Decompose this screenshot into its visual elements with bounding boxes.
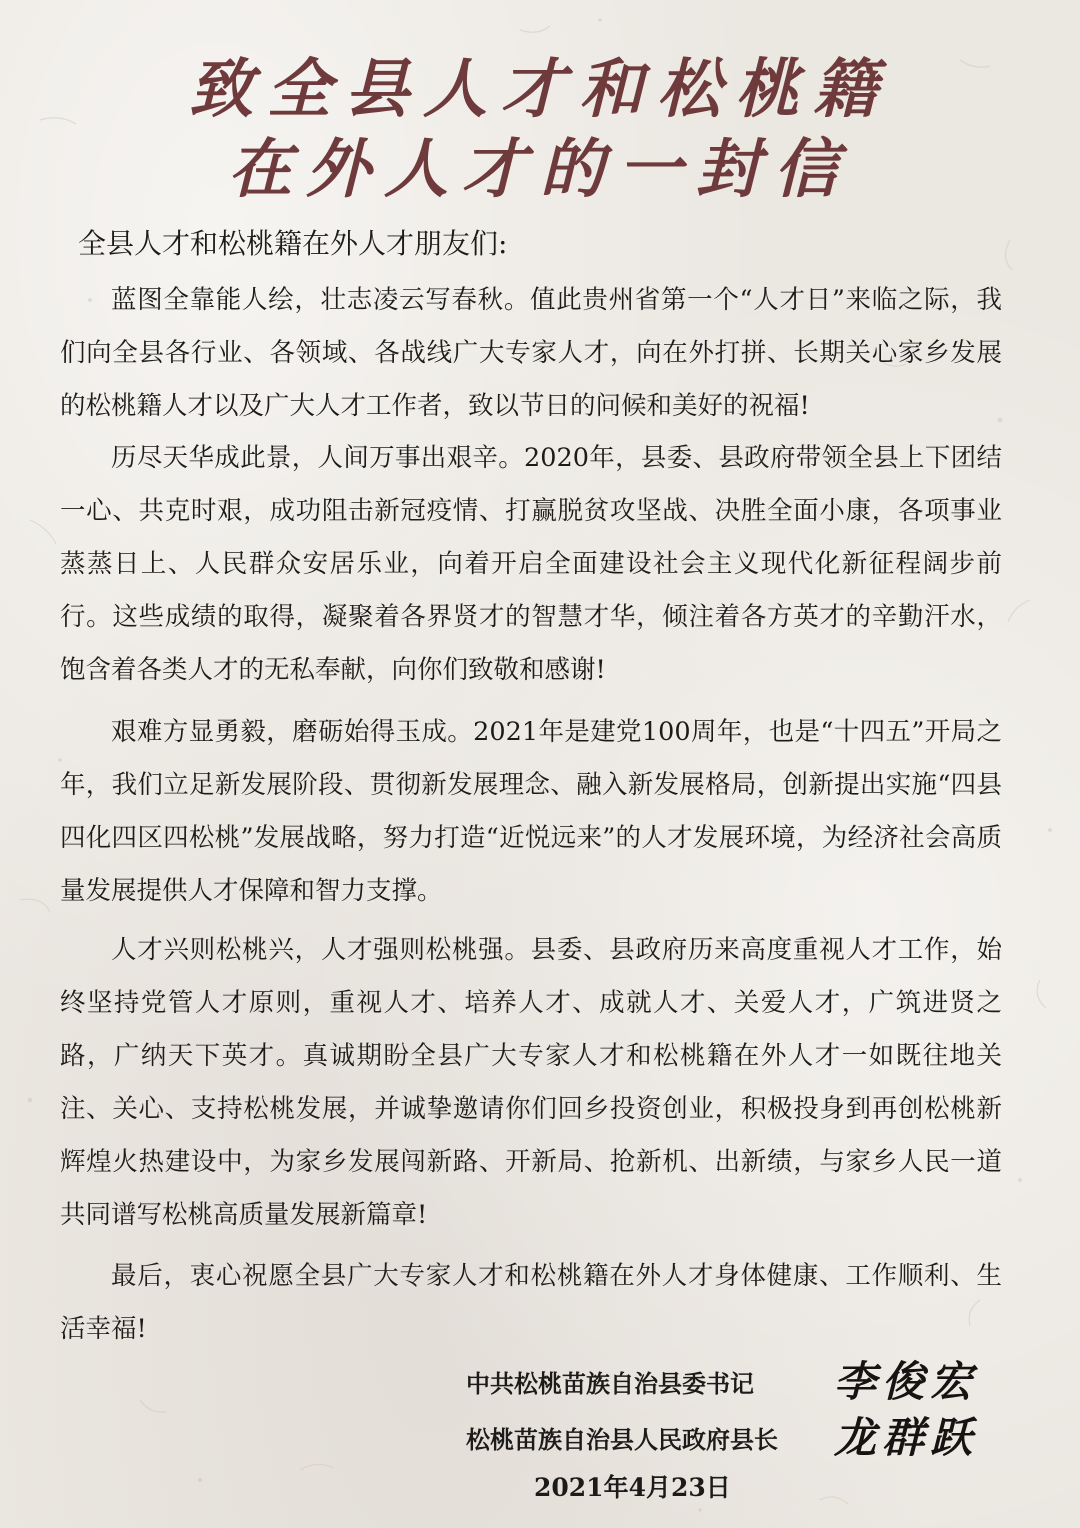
signatory-party-secretary (466, 1356, 986, 1412)
paragraph-closing-wishes: 最后，衷心祝愿全县广大专家人才和松桃籍在外人才身体健康、工作顺利、生活幸福! (60, 1261, 1002, 1344)
signatory-title: 中共松桃苗族自治县委书记 (466, 1369, 754, 1398)
salutation: 全县人才和松桃籍在外人才朋友们: (78, 227, 508, 260)
handwritten-signature: 龙群跃 (834, 1413, 979, 1462)
signatory-title: 松桃苗族自治县人民政府县长 (466, 1425, 778, 1454)
letter-date: 2021年4月23日 (534, 1473, 731, 1502)
letter-title-line-1: 致全县人才和松桃籍 (189, 52, 891, 127)
signatory-county-head (466, 1412, 986, 1468)
paragraph-greeting: 蓝图全靠能人绘，壮志凌云写春秋。值此贵州省第一个“人才日”来临之际，我们向全县各行业、各领域、各战线广大专家人才，向在外打拼、长期关心家乡发展的松桃籍人才以及广大人才工作者，致以节日的问候和美好的祝福! (60, 285, 1002, 421)
paragraph-invitation: 人才兴则松桃兴，人才强则松桃强。县委、县政府历来高度重视人才工作，始终坚持党管人才原则，重视人才、培养人才、成就人才、关爱人才，广筑进贤之路，广纳天下英才。真诚期盼全县广大专家人才和松桃籍在外人才一如既往地关注、关心、支持松桃发展，并诚挚邀请你们回乡投资创业，积极投身到再创松桃新辉煌火热建设中，为家乡发展闯新路、开新局、抢新机、出新绩，与家乡人民一道共同谱写松桃高质量发展新篇章! (60, 935, 1002, 1230)
letter-title-line-2: 在外人才的一封信 (228, 132, 852, 207)
handwritten-signature: 李俊宏 (834, 1357, 979, 1406)
paragraph-achievements: 历尽天华成此景，人间万事出艰辛。2020年，县委、县政府带领全县上下团结一心、共克时艰，成功阻击新冠疫情、打赢脱贫攻坚战、决胜全面小康，各项事业蒸蒸日上、人民群众安居乐业，向着开启全面建设社会主义现代化新征程阔步前行。这些成绩的取得，凝聚着各界贤才的智慧才华，倾注着各方英才的辛勤汗水，饱含着各类人才的无私奉献，向你们致敬和感谢! (60, 443, 1002, 685)
paragraph-strategy: 艰难方显勇毅，磨砺始得玉成。2021年是建党100周年，也是“十四五”开局之年，我们立足新发展阶段、贯彻新发展理念、融入新发展格局，创新提出实施“四县四化四区四松桃”发展战略，努力打造“近悦远来”的人才发展环境，为经济社会高质量发展提供人才保障和智力支撑。 (60, 717, 1002, 906)
